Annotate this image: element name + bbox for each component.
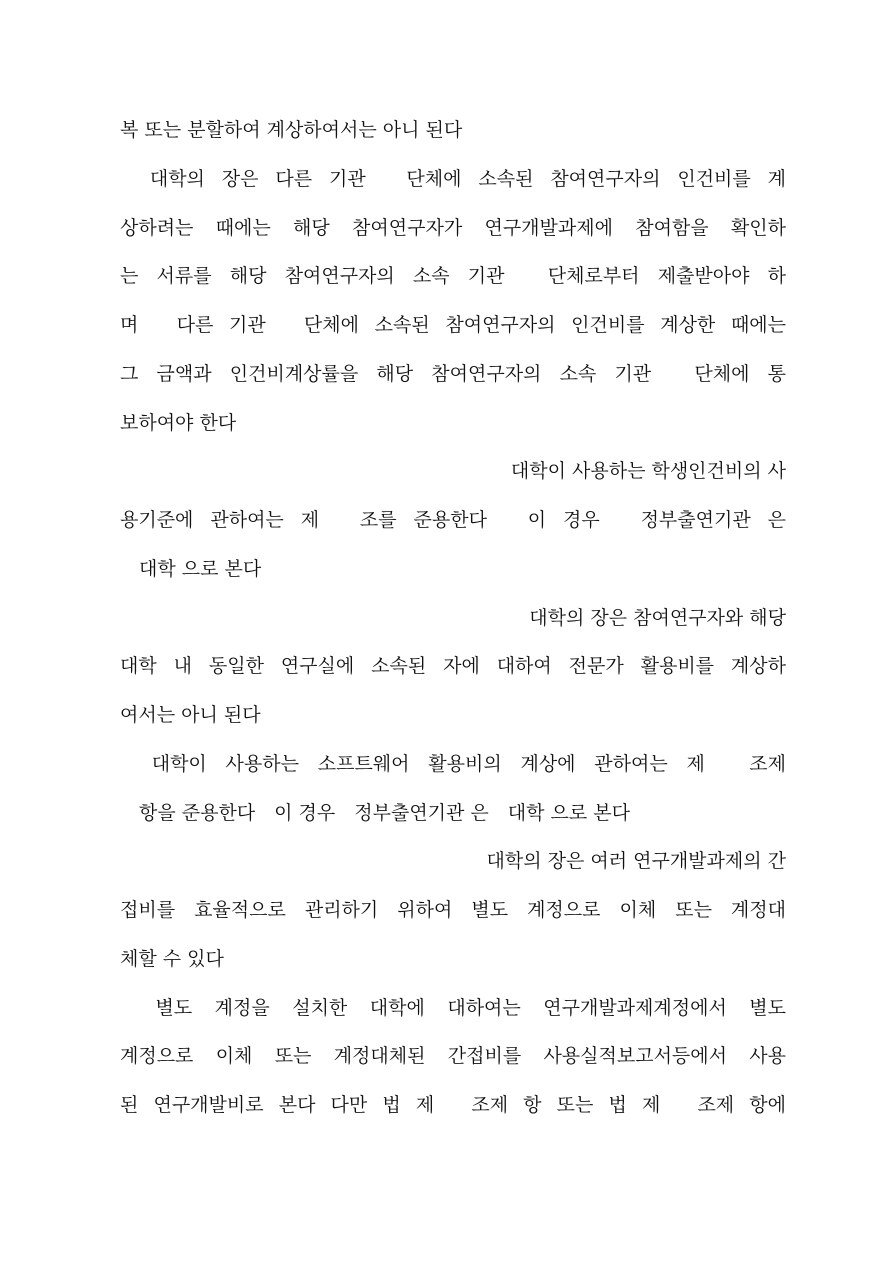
text-line: 대학의 장은 다른 기관 단체에 소속된 참여연구자의 인건비를 계	[120, 167, 786, 190]
text-line: 대학의 장은 참여연구자와 해당	[529, 606, 786, 629]
text-line: 상하려는 때에는 해당 참여연구자가 연구개발과제에 참여함을 확인하	[120, 216, 786, 239]
text-line: 여서는 아니 된다	[120, 704, 261, 726]
text-line: 별도 계정을 설치한 대학에 대하여는 연구개발과제계정에서 별도	[120, 996, 786, 1019]
text-line: 항을 준용한다 이 경우 정부출연기관 은 대학 으로 본다	[120, 801, 630, 824]
text-line: 체할 수 있다	[120, 947, 224, 970]
text-line: 접비를 효율적으로 관리하기 위하여 별도 계정으로 이체 또는 계정대	[120, 899, 786, 921]
text-line: 대학이 사용하는 학생인건비의 사	[510, 460, 786, 483]
text-line: 는 서류를 해당 참여연구자의 소속 기관 단체로부터 제출받아야 하	[120, 265, 786, 288]
text-line: 된 연구개발비로 본다 다만 법 제 조제 항 또는 법 제 조제 항에	[120, 1094, 786, 1116]
text-line: 보하여야 한다	[120, 411, 237, 434]
text-line: 복 또는 분할하여 계상하여서는 아니 된다	[120, 119, 463, 141]
text-line: 그 금액과 인건비계상률을 해당 참여연구자의 소속 기관 단체에 통	[120, 362, 786, 385]
text-line: 계정으로 이체 또는 계정대체된 간접비를 사용실적보고서등에서 사용	[120, 1045, 786, 1068]
text-line: 대학 내 동일한 연구실에 소속된 자에 대하여 전문가 활용비를 계상하	[120, 655, 786, 678]
text-line: 며 다른 기관 단체에 소속된 참여연구자의 인건비를 계상한 때에는	[120, 314, 786, 336]
text-line: 대학 으로 본다	[120, 557, 262, 580]
text-line: 용기준에 관하여는 제 조를 준용한다 이 경우 정부출연기관 은	[120, 509, 786, 531]
document-page	[120, 106, 786, 1130]
text-line: 대학의 장은 여러 연구개발과제의 간	[486, 850, 786, 873]
text-line: 대학이 사용하는 소프트웨어 활용비의 계상에 관하여는 제 조제	[120, 752, 786, 775]
